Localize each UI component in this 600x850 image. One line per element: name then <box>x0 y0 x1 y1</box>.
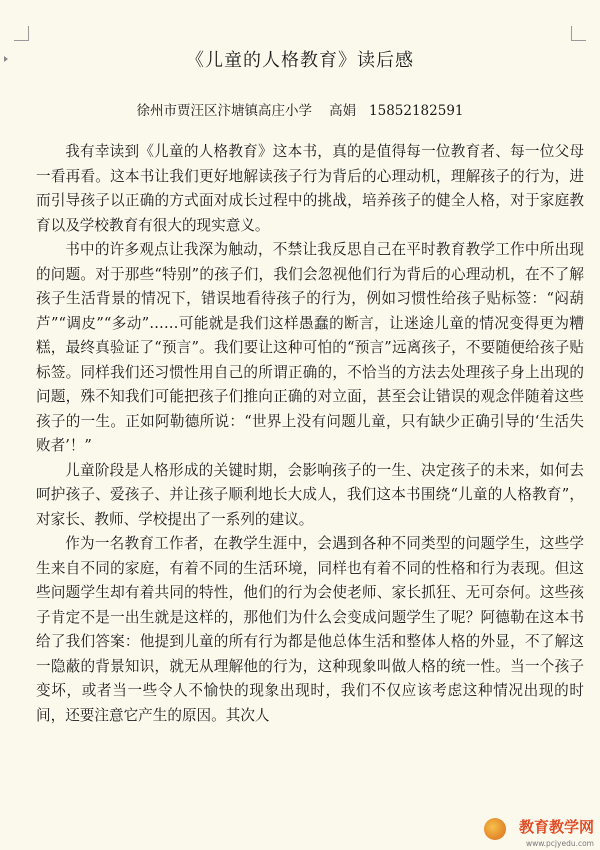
paragraph: 我有幸读到《儿童的人格教育》这本书，真的是值得每一位教育者、每一位父母一看再看。这本书让我们更好地解读孩子行为背后的心理动机，理解孩子的行为，进而引导孩子以正确的方式面对成长过程中的挑战，培养孩子的健全人格，对于家庭教育以及学校教育有很大的现实意义。 <box>36 143 584 234</box>
author-line: 徐州市贾汪区汴塘镇高庄小学 高娟 15852182591 <box>136 103 464 119</box>
document-body <box>36 140 584 728</box>
paragraph: 儿童阶段是人格形成的关键时期，会影响孩子的一生、决定孩子的未来，如何去呵护孩子、爱孩子、并让孩子顺利地长大成人，我们这本书围绕“儿童的人格教育”，对家长、教师、学校提出了一系列的建议。 <box>36 461 584 528</box>
fish-logo-icon <box>484 818 506 840</box>
margin-corner-mark-left <box>14 26 29 41</box>
paragraph: 作为一名教育工作者，在教学生涯中，会遇到各种不同类型的问题学生，这些学生来自不同的家庭，有着不同的生活环境，同样也有着不同的性格和行为表现。但这些问题学生却有着共同的特性，他们的行为会使老师、家长抓狂、无可奈何。这些孩子肯定不是一出生就是这样的，那他们为什么会变成问题学生了呢？阿德勒在这本书给了我们答案：他提到儿童的所有行为都是他总体生活和整体人格的外显，不了解这一隐蔽的背景知识，就无从理解他的行为，这种现象叫做人格的统一性。当一个孩子变坏，或者当一些令人不愉快的现象出现时，我们不仅应该考虑这种情况出现的时间，还要注意它产生的原因。其次人 <box>36 535 584 724</box>
document-title: 《儿童的人格教育》读后感 <box>186 50 414 71</box>
watermark-text: 教育教学网 <box>518 818 594 836</box>
margin-corner-mark-right <box>571 26 586 41</box>
site-watermark <box>484 814 596 848</box>
watermark-url: www.pcjyedu.com <box>525 839 594 848</box>
paragraph: 书中的许多观点让我深为触动，不禁让我反思自己在平时教育教学工作中所出现的问题。对于那些“特别”的孩子们，我们会忽视他们行为背后的心理动机，在不了解孩子生活背景的情况下，错误地看待孩子的行为，例如习惯性给孩子贴标签：“闷葫芦”“调皮”“多动”……可能就是我们这样愚蠢的断言，让迷途儿童的情况变得更为糟糕，最终真验证了“预言”。我们要让这种可怕的“预言”远离孩子，不要随便给孩子贴标签。同样我们还习惯性用自己的所谓正确的，不恰当的方法去处理孩子身上出现的问题，殊不知我们可能把孩子们推向正确的对立面，甚至会让错误的观念伴随着这些孩子的一生。正如阿勒德所说：“世界上没有问题儿童，只有缺少正确引导的‘生活失败者’！” <box>36 241 584 454</box>
